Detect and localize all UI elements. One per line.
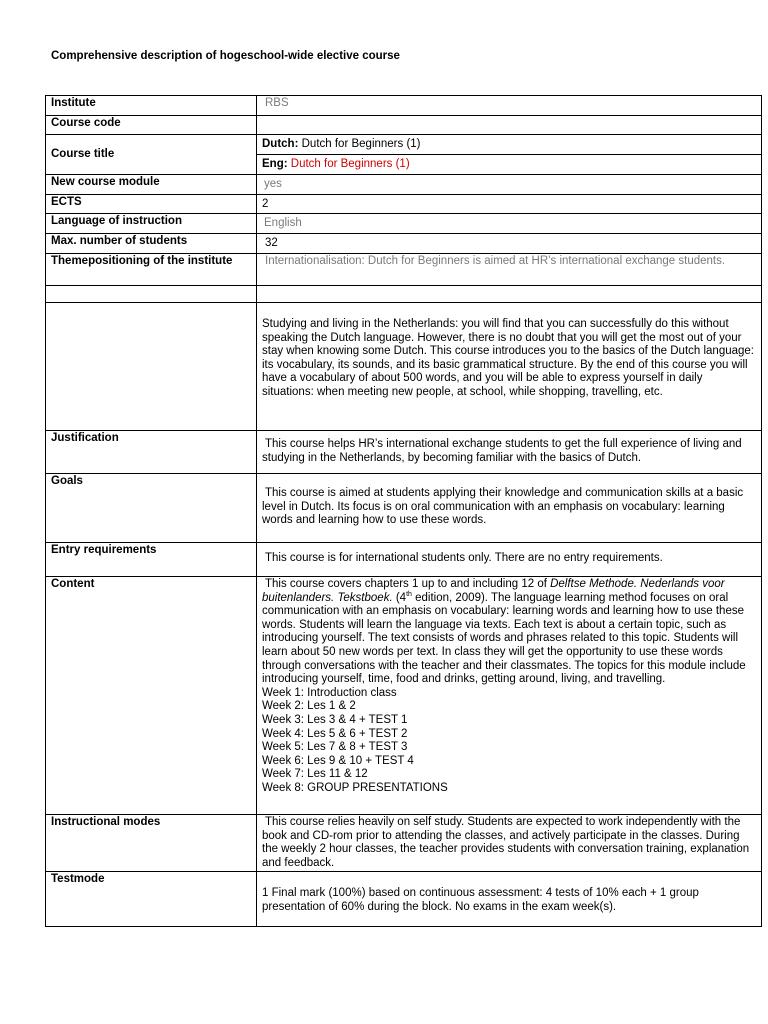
label-institute: Institute	[46, 96, 257, 116]
week-item: Week 7: Les 11 & 12	[262, 768, 368, 781]
row-institute	[46, 96, 762, 116]
value-goals	[257, 474, 762, 543]
row-max-students	[46, 234, 762, 254]
page-title: Comprehensive description of hogeschool-wide elective course	[51, 50, 400, 62]
themepositioning-value: Internationalisation: Dutch for Beginners is aimed at HR’s international exchange students.	[265, 255, 726, 267]
label-language: Language of instruction	[46, 214, 257, 234]
label-intro	[46, 303, 257, 431]
course-description-table	[45, 95, 762, 927]
entry-text: This course is for international students only. There are no entry requirements.	[265, 552, 663, 564]
goals-text: This course is aimed at students applying their knowledge and communication skills at a basic level in Dutch. Its focus is on oral communication with an emphasis on vocabulary: learning words and learning how to use these words.	[262, 487, 744, 527]
week-item: Week 2: Les 1 & 2	[262, 700, 356, 713]
row-course-title-dutch	[46, 135, 762, 155]
week-item: Week 5: Les 7 & 8 + TEST 3	[262, 741, 408, 754]
label-content: Content	[46, 577, 257, 815]
week-item: Week 3: Les 3 & 4 + TEST 1	[262, 713, 408, 726]
value-course-title-eng	[257, 155, 762, 175]
row-goals	[46, 474, 762, 543]
value-justification	[257, 431, 762, 474]
label-max-students: Max. number of students	[46, 234, 257, 254]
value-course-title-dutch	[257, 135, 762, 155]
label-justification: Justification	[46, 431, 257, 474]
testmode-text: 1 Final mark (100%) based on continuous assessment: 4 tests of 10% each + 1 group presentation of 60% during the block. No exams in the exam week(s).	[262, 887, 699, 913]
justification-text: This course helps HR’s international exchange students to get the full experience of living and studying in the Netherlands, by becoming familiar with the basics of Dutch.	[262, 438, 742, 464]
value-content	[257, 577, 762, 815]
label-ects: ECTS	[46, 195, 257, 214]
label-new-module: New course module	[46, 175, 257, 195]
label-goals: Goals	[46, 474, 257, 543]
eng-title: Dutch for Beginners (1)	[290, 158, 410, 170]
value-institute	[257, 96, 762, 116]
content-text	[262, 578, 757, 687]
row-instructional	[46, 815, 762, 872]
language-value: English	[264, 217, 302, 229]
row-intro	[46, 303, 762, 431]
content-book-title: Delftse Methode. Nederlands voor buitenlanders. Tekstboek.	[262, 578, 725, 604]
row-ects	[46, 195, 762, 214]
value-new-module	[257, 175, 762, 195]
label-entry: Entry requirements	[46, 543, 257, 577]
value-themepositioning	[257, 254, 762, 286]
dutch-title: Dutch for Beginners (1)	[301, 138, 421, 150]
value-max-students	[257, 234, 762, 254]
row-language	[46, 214, 762, 234]
value-ects: 2	[257, 195, 762, 214]
row-new-module	[46, 175, 762, 195]
content-part1: This course covers chapters 1 up to and including 12 of	[265, 578, 551, 590]
intro-text: Studying and living in the Netherlands: you will find that you can successfully do this without speaking the Dutch language. However, there is no doubt that you will get the most out of your stay when knowing some Dutch. This course introduces you to the basics of the Dutch language: its vocabulary, its sounds, and its basic grammatical structure. By the end of this course you will have a vocabulary of about 500 words, and you will be able to express yourself in daily situations: when meeting new people, at school, while shopping, travelling, etc.	[262, 318, 755, 398]
row-empty	[46, 286, 762, 303]
content-part3: edition, 2009). The language learning method focuses on oral communication with an emphasis on vocabulary: learning words and learning how to use these words. Students will learn the language via texts. Each text is about a certain topic, such as introducing yourself. The text consists of words and phrases related to this topic. Students will learn about 50 new words per text. In class they will get the opportunity to use these words through conversations with the teacher and their classmates. The topics for this module include introducing yourself, time, food and drinks, getting around, living, and travelling.	[262, 591, 746, 686]
content-part2: (4	[392, 591, 407, 604]
content-sup: th	[406, 590, 412, 598]
value-empty	[257, 286, 762, 303]
row-course-code	[46, 116, 762, 135]
value-language	[257, 214, 762, 234]
institute-value: RBS	[265, 97, 289, 109]
instructional-text: This course relies heavily on self study. Students are expected to work independently with the book and CD-rom prior to attending the classes, and actively participate in the classes. During the weekly 2 hour classes, the teacher provides students with conversation training, explanation and feedback.	[262, 816, 750, 869]
value-entry	[257, 543, 762, 577]
max-students-value: 32	[265, 237, 278, 249]
eng-prefix: Eng:	[262, 158, 288, 170]
label-testmode: Testmode	[46, 872, 257, 927]
label-themepositioning: Themepositioning of the institute	[46, 254, 257, 286]
row-testmode	[46, 872, 762, 927]
label-empty	[46, 286, 257, 303]
week-item: Week 8: GROUP PRESENTATIONS	[262, 781, 448, 794]
value-testmode	[257, 872, 762, 927]
row-content	[46, 577, 762, 815]
label-course-title: Course title	[46, 135, 257, 175]
new-module-value: yes	[264, 178, 282, 190]
value-instructional	[257, 815, 762, 872]
row-entry	[46, 543, 762, 577]
dutch-prefix: Dutch:	[262, 138, 299, 150]
week-item: Week 1: Introduction class	[262, 686, 397, 699]
label-instructional: Instructional modes	[46, 815, 257, 872]
value-course-code	[257, 116, 762, 135]
row-themepositioning	[46, 254, 762, 286]
week-item: Week 6: Les 9 & 10 + TEST 4	[262, 754, 414, 767]
week-item: Week 4: Les 5 & 6 + TEST 2	[262, 727, 408, 740]
value-intro	[257, 303, 762, 431]
row-justification	[46, 431, 762, 474]
week-list	[262, 687, 757, 796]
label-course-code: Course code	[46, 116, 257, 135]
